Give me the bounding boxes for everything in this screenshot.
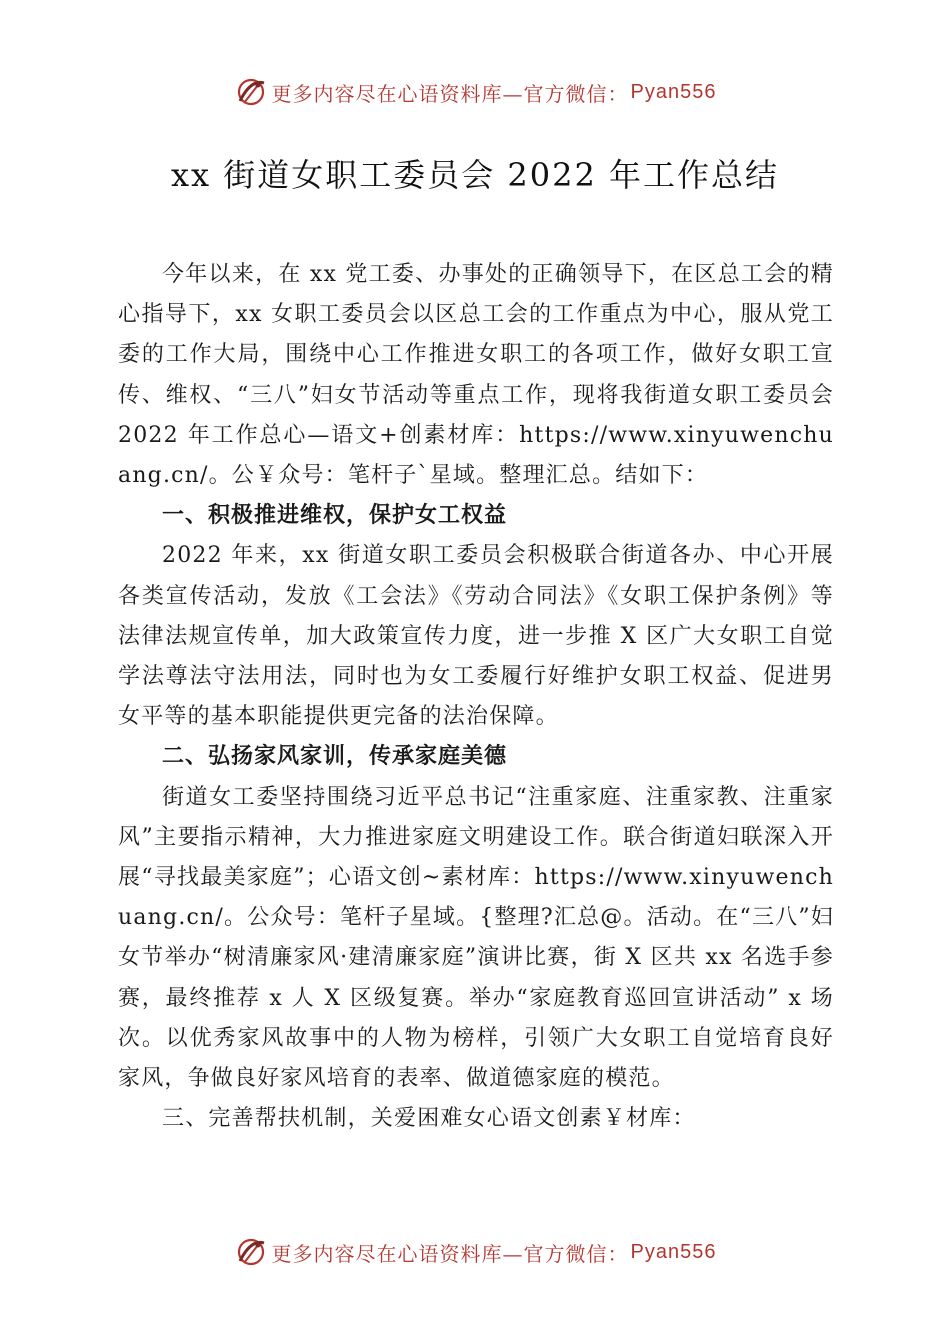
section-heading-1: 一、积极推进维权，保护女工权益	[162, 503, 508, 529]
watermark-wechat-id: Pyan556	[630, 1240, 717, 1263]
intro-paragraph: 今年以来，在 xx 党工委、办事处的正确领导下，在区总工会的精心指导下，xx 女职工委员会以区总工会的工作重点为中心，服从党工委的工作大局，围绕中心工作推进女职工的各项工作，做好女职工宣传、维权、“三八”妇女节活动等重点工作，现将我街道女职工委员会 2022 年工作总心—语文+创素材库：https://www.xinyuwenchuang.cn/。公￥众号：笔杆子`星域。整理汇总。结如下：	[118, 262, 834, 489]
footer-watermark	[0, 1232, 950, 1272]
section-heading-2: 二、弘扬家风家训，传承家庭美德	[162, 744, 508, 770]
section-paragraph-1: 2022 年来，xx 街道女职工委员会积极联合街道各办、中心开展各类宣传活动，发放《工会法》《劳动合同法》《女职工保护条例》等法律法规宣传单，加大政策宣传力度，进一步推 X 区广大女职工自觉学法尊法守法用法，同时也为女工委履行好维护女职工权益、促进男女平等的基本职能提供更完备的法治保障。	[118, 543, 834, 730]
watermark-text: 更多内容尽在心语资料库—官方微信：	[271, 81, 629, 106]
document-body	[118, 255, 834, 1139]
logo-icon	[234, 75, 268, 109]
header-watermark	[0, 72, 950, 112]
section-heading-3: 三、完善帮扶机制，关爱困难女心语文创素￥材库：	[162, 1106, 696, 1132]
logo-icon	[234, 1235, 268, 1269]
document-title: xx 街道女职工委员会 2022 年工作总结	[170, 156, 780, 194]
section-paragraph-2: 街道女工委坚持围绕习近平总书记“注重家庭、注重家教、注重家风”主要指示精神，大力推进家庭文明建设工作。联合街道妇联深入开展“寻找最美家庭”；心语文创~素材库：https://www.xinyuwenchuang.cn/。公众号：笔杆子星域。{整理?汇总@。活动。在“三八”妇女节举办“树清廉家风·建清廉家庭”演讲比赛，街 X 区共 xx 名选手参赛，最终推荐 x 人 X 区级复赛。举办“家庭教育巡回宣讲活动” x 场次。以优秀家风故事中的人物为榜样，引领广大女职工自觉培育良好家风，争做良好家风培育的表率、做道德家庭的模范。	[118, 784, 834, 1092]
watermark-text: 更多内容尽在心语资料库—官方微信：	[271, 1241, 629, 1266]
watermark-wechat-id: Pyan556	[630, 80, 717, 103]
